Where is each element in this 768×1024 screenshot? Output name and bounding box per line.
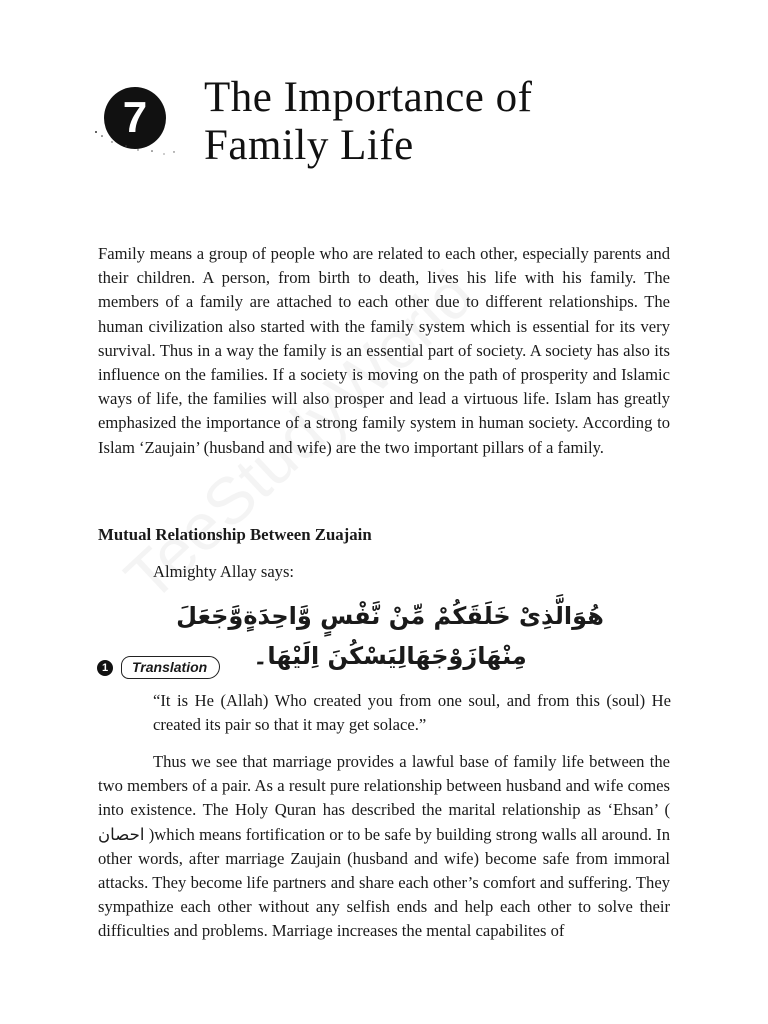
marriage-paragraph: Thus we see that marriage provides a lawful base of family life between the two members of a pair. As a result pure relationship between husband and wife comes into existence. The Holy Quran has described the marital relationship as ‘Ehsan’ ( احصان )which means fortification or to be safe by building strong walls all around. In other words, after marriage Zaujain (husband and wife) become safe from immoral attacks. They become life partners and share each other’s comfort and suffering. They sympathize each other without any selfish ends and help each other to solve their difficulties and problems. Marriage increases the mental capabilites of <box>98 752 670 941</box>
chapter-title <box>204 74 704 170</box>
chapter-title-line-1: The Importance of <box>204 74 533 121</box>
translation-label-row <box>97 656 220 679</box>
arabic-verse: هُوَالَّذِىْ خَلَقَكُمْ مِّنْ نَّفْسٍ وَّاحِدَةٍوَّجَعَلَ مِنْهَازَوْجَهَالِيَسْكُنَ اِلَيْهَا۔ <box>176 602 604 670</box>
intro-paragraph: Family means a group of people who are related to each other, especially parents and their children. A person, from birth to death, lives his life with his family. The members of a family are attached to each other due to different relationships. The human civilization also started with the family system which is essential for its very survival. Thus in a way the family is an essential part of society. A society has also its influence on the families. If a society is moving on the path of prosperity and Islamic ways of life, the families will also prosper and lead a virtuous life. Islam has greatly emphasized the importance of a strong family system in human society. According to Islam ‘Zaujain’ (husband and wife) are the two important pillars of a family. <box>98 244 670 457</box>
ink-speckle-decoration <box>92 120 182 160</box>
translation-text: “It is He (Allah) Who created you from one soul, and from this (soul) He created its pair so that it may get solace.” <box>153 691 671 734</box>
note-number-badge: 1 <box>97 660 113 676</box>
section-heading: Mutual Relationship Between Zuajain <box>98 525 372 544</box>
translation-tag: Translation <box>121 656 220 679</box>
quote-intro: Almighty Allay says: <box>153 562 295 581</box>
chapter-number: 7 <box>122 93 148 142</box>
chapter-title-line-2: Family Life <box>204 122 414 169</box>
